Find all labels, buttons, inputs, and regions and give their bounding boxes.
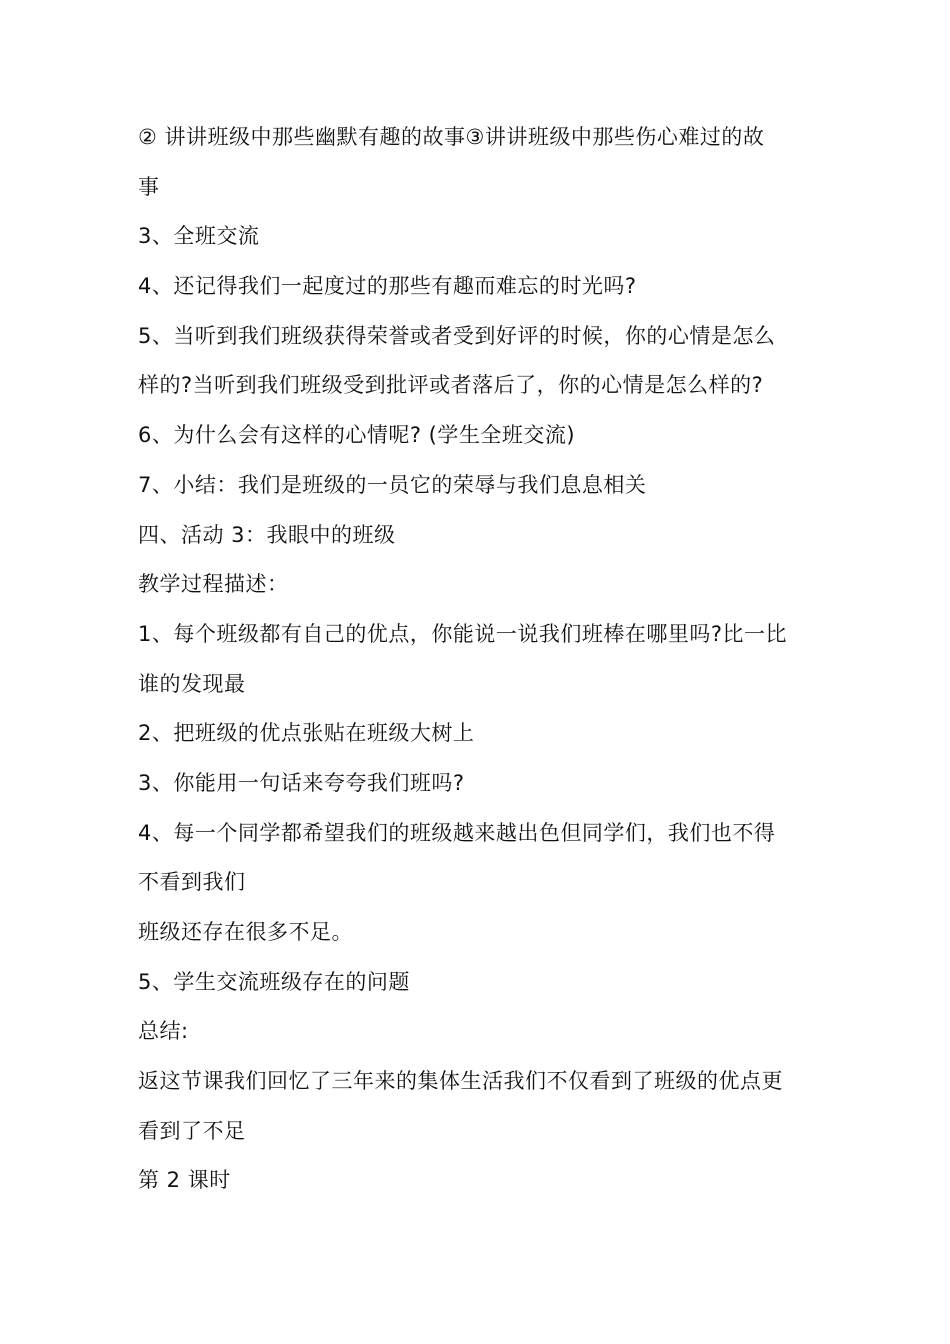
text-line: 不看到我们	[138, 870, 246, 895]
text-line: 事	[138, 174, 160, 199]
text-line: 3、你能用一句话来夸夸我们班吗?	[138, 770, 465, 795]
text-line: 看到了不足	[138, 1118, 246, 1143]
section-heading: 四、活动 3：我眼中的班级	[138, 522, 396, 547]
text-line: 3、全班交流	[138, 224, 260, 249]
document-body	[138, 113, 818, 1206]
text-line: 谁的发现最	[138, 671, 246, 696]
text-line: 5、当听到我们班级获得荣誉或者受到好评的时候，你的心情是怎么	[138, 323, 776, 348]
text-line: 6、为什么会有这样的心情呢? (学生全班交流)	[138, 423, 576, 448]
text-line: 5、学生交流班级存在的问题	[138, 969, 410, 994]
text-line: 7、小结：我们是班级的一员它的荣辱与我们息息相关	[138, 472, 647, 497]
summary-label: 总结:	[138, 1019, 189, 1044]
text-line: ② 讲讲班级中那些幽默有趣的故事③讲讲班级中那些伤心难过的故	[138, 125, 765, 149]
text-line: 4、每一个同学都希望我们的班级越来越出色但同学们，我们也不得	[138, 820, 776, 845]
text-line: 样的?当听到我们班级受到批评或者落后了，你的心情是怎么样的?	[138, 373, 764, 398]
text-line: 1、每个班级都有自己的优点，你能说一说我们班棒在哪里吗?比一比	[138, 621, 788, 646]
text-line: 2、把班级的优点张贴在班级大树上	[138, 721, 475, 746]
lesson-heading: 第 2 课时	[138, 1168, 231, 1193]
text-line: 教学过程描述：	[138, 572, 289, 597]
text-line: 班级还存在很多不足。	[138, 920, 353, 944]
text-line: 4、还记得我们一起度过的那些有趣而难忘的时光吗?	[138, 274, 637, 299]
text-line: 返这节课我们回忆了三年来的集体生活我们不仅看到了班级的优点更	[138, 1069, 783, 1094]
